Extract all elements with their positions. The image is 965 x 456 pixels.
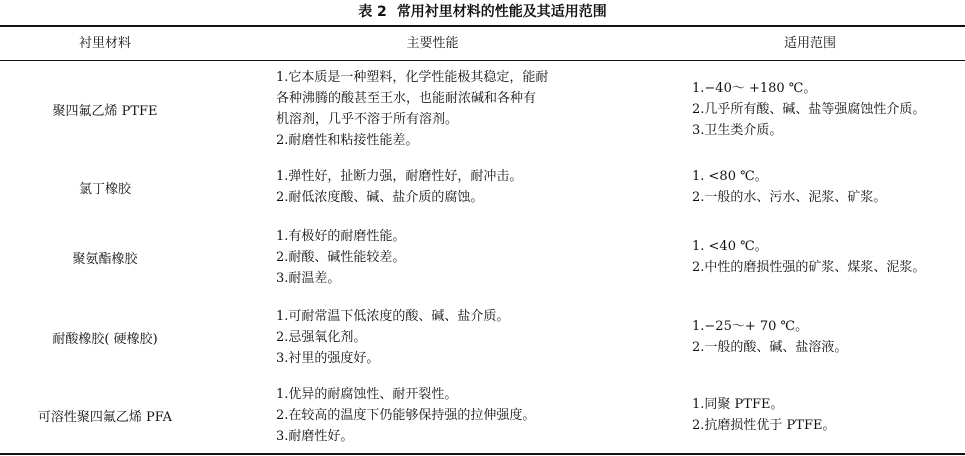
header-material: 衬里材料 bbox=[78, 36, 131, 51]
scope-cell bbox=[692, 377, 965, 453]
table-header-row bbox=[0, 27, 965, 60]
material-cell: 氯丁橡胶 bbox=[78, 181, 131, 197]
scope-line: 1.−25～+ 70 ℃。 bbox=[692, 319, 809, 334]
material-cell: 可溶性聚四氟乙烯 PFA bbox=[37, 409, 173, 425]
properties-line: 2.耐磨性和粘接性能差。 bbox=[276, 133, 419, 148]
properties-cell bbox=[276, 157, 696, 217]
header-scope: 适用范围 bbox=[783, 36, 836, 51]
table-caption bbox=[0, 2, 965, 22]
properties-line: 2.在较高的温度下仍能够保持强的拉伸强度。 bbox=[276, 407, 536, 423]
properties-line: 2.忌强氧化剂。 bbox=[276, 329, 367, 345]
properties-line: 1.有极好的耐磨性能。 bbox=[276, 228, 406, 244]
scope-line: 2.中性的磨损性强的矿浆、煤浆、泥浆。 bbox=[692, 260, 926, 275]
header-properties: 主要性能 bbox=[406, 36, 459, 51]
scope-line: 1.同聚 PTFE。 bbox=[692, 397, 784, 412]
material-cell: 耐酸橡胶( 硬橡胶) bbox=[52, 331, 158, 347]
scope-cell bbox=[692, 297, 965, 377]
properties-cell bbox=[276, 217, 696, 297]
scope-cell bbox=[692, 217, 965, 297]
properties-line: 2.耐低浓度酸、碱、盐介质的腐蚀。 bbox=[276, 190, 484, 205]
properties-line: 1.优异的耐腐蚀性、耐开裂性。 bbox=[276, 386, 458, 402]
table-row bbox=[0, 157, 965, 217]
properties-line: 2.耐酸、碱性能较差。 bbox=[276, 249, 406, 265]
properties-line: 3.耐磨性好。 bbox=[276, 428, 354, 444]
table-row bbox=[0, 217, 965, 297]
scope-line: 3.卫生类介质。 bbox=[692, 122, 783, 138]
table-title: 常用衬里材料的性能及其适用范围 bbox=[396, 4, 607, 20]
scope-line: 1. <40 ℃。 bbox=[692, 239, 768, 254]
properties-line: 1.可耐常温下低浓度的酸、碱、盐介质。 bbox=[276, 308, 510, 324]
scope-line: 2.几乎所有酸、碱、盐等强腐蚀性介质。 bbox=[692, 101, 926, 117]
table-number: 表 2 bbox=[358, 4, 387, 20]
table-row bbox=[0, 377, 965, 453]
table-row bbox=[0, 297, 965, 377]
properties-line: 各种沸腾的酸甚至王水，也能耐浓碱和各种有 bbox=[276, 91, 537, 106]
properties-cell bbox=[276, 61, 696, 157]
table-bottom-rule bbox=[0, 453, 965, 455]
scope-line: 2.一般的酸、碱、盐溶液。 bbox=[692, 340, 848, 355]
scope-line: 1. <80 ℃。 bbox=[692, 169, 768, 184]
properties-line: 3.耐温差。 bbox=[276, 270, 341, 286]
table-row bbox=[0, 61, 965, 157]
scope-line: 2.一般的水、污水、泥浆、矿浆。 bbox=[692, 190, 887, 205]
scope-line: 2.抗磨损性优于 PTFE。 bbox=[692, 418, 836, 433]
properties-line: 机溶剂，几乎不溶于所有溶剂。 bbox=[276, 112, 459, 127]
properties-line: 3.衬里的强度好。 bbox=[276, 350, 380, 366]
material-cell: 聚四氟乙烯 PTFE bbox=[52, 103, 158, 119]
scope-line: 1.−40～ +180 ℃。 bbox=[692, 80, 817, 96]
scope-cell bbox=[692, 61, 965, 157]
material-cell: 聚氨酯橡胶 bbox=[72, 251, 138, 267]
properties-cell bbox=[276, 377, 696, 453]
properties-line: 1.弹性好，扯断力强，耐磨性好，耐冲击。 bbox=[276, 169, 523, 184]
scope-cell bbox=[692, 157, 965, 217]
properties-cell bbox=[276, 297, 696, 377]
properties-line: 1.它本质是一种塑料，化学性能极其稳定，能耐 bbox=[276, 70, 549, 85]
